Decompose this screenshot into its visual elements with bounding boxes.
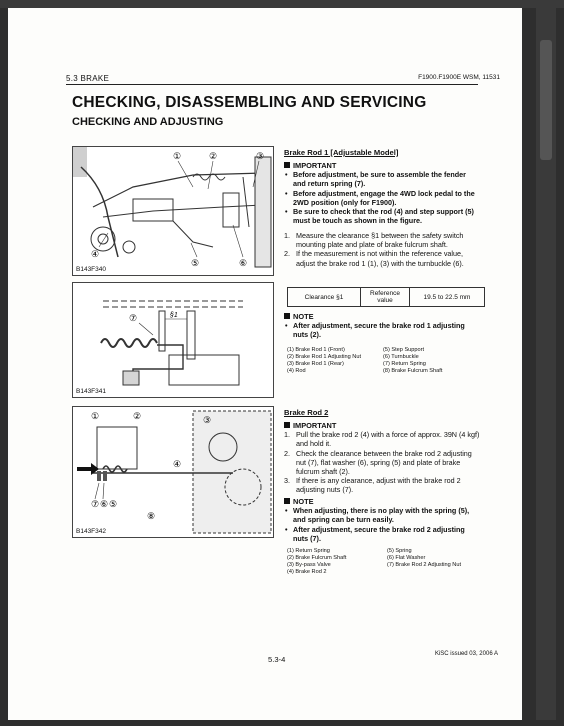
- note-item: • After adjustment, secure the brake rod 1 adjusting nuts (2).: [284, 321, 480, 339]
- note-heading: NOTE: [284, 497, 480, 506]
- callout-8: ⑧: [147, 511, 156, 521]
- parts-column-right: (5) Step Support (6) Turnbuckle (7) Return Spring (8) Brake Fulcrum Shaft: [383, 347, 443, 374]
- callout-3: ③: [203, 415, 212, 425]
- important-heading: IMPORTANT: [284, 161, 480, 170]
- figure-caption: B143F341: [76, 388, 106, 395]
- rod1-parts-list: [287, 347, 481, 377]
- callout-2: ②: [133, 411, 142, 421]
- callout-6: ⑥: [239, 258, 248, 268]
- rod2-note-block: [284, 497, 480, 543]
- callout-1: ①: [91, 411, 100, 421]
- header-rule: [66, 84, 478, 85]
- important-item: • Before adjustment, engage the 4WD lock pedal to the 2WD position (only for F1900).: [284, 189, 480, 207]
- rod1-important-block: [284, 161, 480, 225]
- step-item: 1. Pull the brake rod 2 (4) with a force of approx. 39N (4 kgf) and hold it.: [284, 430, 480, 449]
- scrollbar-thumb[interactable]: [540, 40, 552, 160]
- figure-drawing: [73, 147, 273, 275]
- figure-clearance-detail: [72, 282, 274, 398]
- model-header: F1900.F1900E WSM, 11531: [418, 74, 500, 81]
- rod2-important-block: [284, 421, 480, 495]
- note-item: • When adjusting, there is no play with the spring (5), and spring can be turn easily.: [284, 506, 480, 524]
- figure-caption: B143F340: [76, 266, 106, 273]
- step-item: 2. If the measurement is not within the reference value, adjust the brake rod 1 (1), (3) with the turnbuckle (6).: [284, 249, 464, 268]
- rod1-note-block: [284, 312, 480, 340]
- callout-7: ⑦: [129, 313, 138, 323]
- section-header: 5.3 BRAKE: [66, 74, 110, 83]
- parts-column-right: (5) Spring (6) Flat Washer (7) Brake Rod 2 Adjusting Nut: [387, 548, 461, 568]
- figure-brake-rod-1-overview: [72, 146, 274, 276]
- page-subtitle: CHECKING AND ADJUSTING: [72, 116, 224, 128]
- parts-column-left: (1) Brake Rod 1 (Front) (2) Brake Rod 1 Adjusting Nut (3) Brake Rod 1 (Rear) (4) Rod: [287, 347, 361, 374]
- viewer-top-bar: [0, 0, 564, 8]
- callout-5: ⑤: [109, 499, 118, 509]
- reference-value-table: [287, 287, 485, 307]
- step-item: 1. Measure the clearance §1 between the safety switch mounting plate and plate of brake fulcrum shaft.: [284, 231, 464, 250]
- important-item: • Before adjustment, be sure to assemble the fender and return spring (7).: [284, 170, 480, 188]
- rod1-steps: [284, 231, 480, 268]
- section-title-brake-rod-1: Brake Rod 1 [Adjustable Model]: [284, 148, 399, 157]
- step-item: 3. If there is any clearance, adjust with the brake rod 2 adjusting nuts (7).: [284, 476, 461, 495]
- callout-4: ④: [173, 459, 182, 469]
- figure-drawing: [73, 407, 273, 537]
- page-number: 5.3-4: [268, 655, 286, 664]
- table-cell-label: Reference value: [361, 288, 410, 307]
- important-heading: IMPORTANT: [284, 421, 480, 430]
- clearance-label: §1: [170, 312, 178, 319]
- section-title-brake-rod-2: Brake Rod 2: [284, 408, 329, 417]
- callout-6: ⑥: [100, 499, 109, 509]
- figure-drawing: [73, 283, 273, 397]
- figure-brake-rod-2: [72, 406, 274, 538]
- issue-note: KiSC issued 03, 2006 A: [434, 651, 498, 657]
- page-title: CHECKING, DISASSEMBLING AND SERVICING: [72, 94, 427, 111]
- callout-4: ④: [91, 249, 100, 259]
- table-cell-value: 19.5 to 22.5 mm: [410, 288, 485, 307]
- table-cell-item: Clearance §1: [288, 288, 361, 307]
- callout-3: ③: [256, 151, 265, 161]
- callout-5: ⑤: [191, 258, 200, 268]
- step-item: 2. Check the clearance between the brake rod 2 adjusting nut (7), flat washer (6), spring (5) and plate of brake fulcrum shaft (2).: [284, 448, 472, 477]
- callout-1: ①: [173, 151, 182, 161]
- callout-7: ⑦: [91, 499, 100, 509]
- important-item: • Be sure to check that the rod (4) and step support (5) must be touch as shown in the figure.: [284, 207, 480, 225]
- note-item: • After adjustment, secure the brake rod 2 adjusting nuts (7).: [284, 525, 480, 543]
- parts-column-left: (1) Return Spring (2) Brake Fulcrum Shaft (3) By-pass Valve (4) Brake Rod 2: [287, 548, 347, 575]
- rod2-parts-list: [287, 548, 481, 578]
- note-heading: NOTE: [284, 312, 480, 321]
- figure-caption: B143F342: [76, 528, 106, 535]
- callout-2: ②: [209, 151, 218, 161]
